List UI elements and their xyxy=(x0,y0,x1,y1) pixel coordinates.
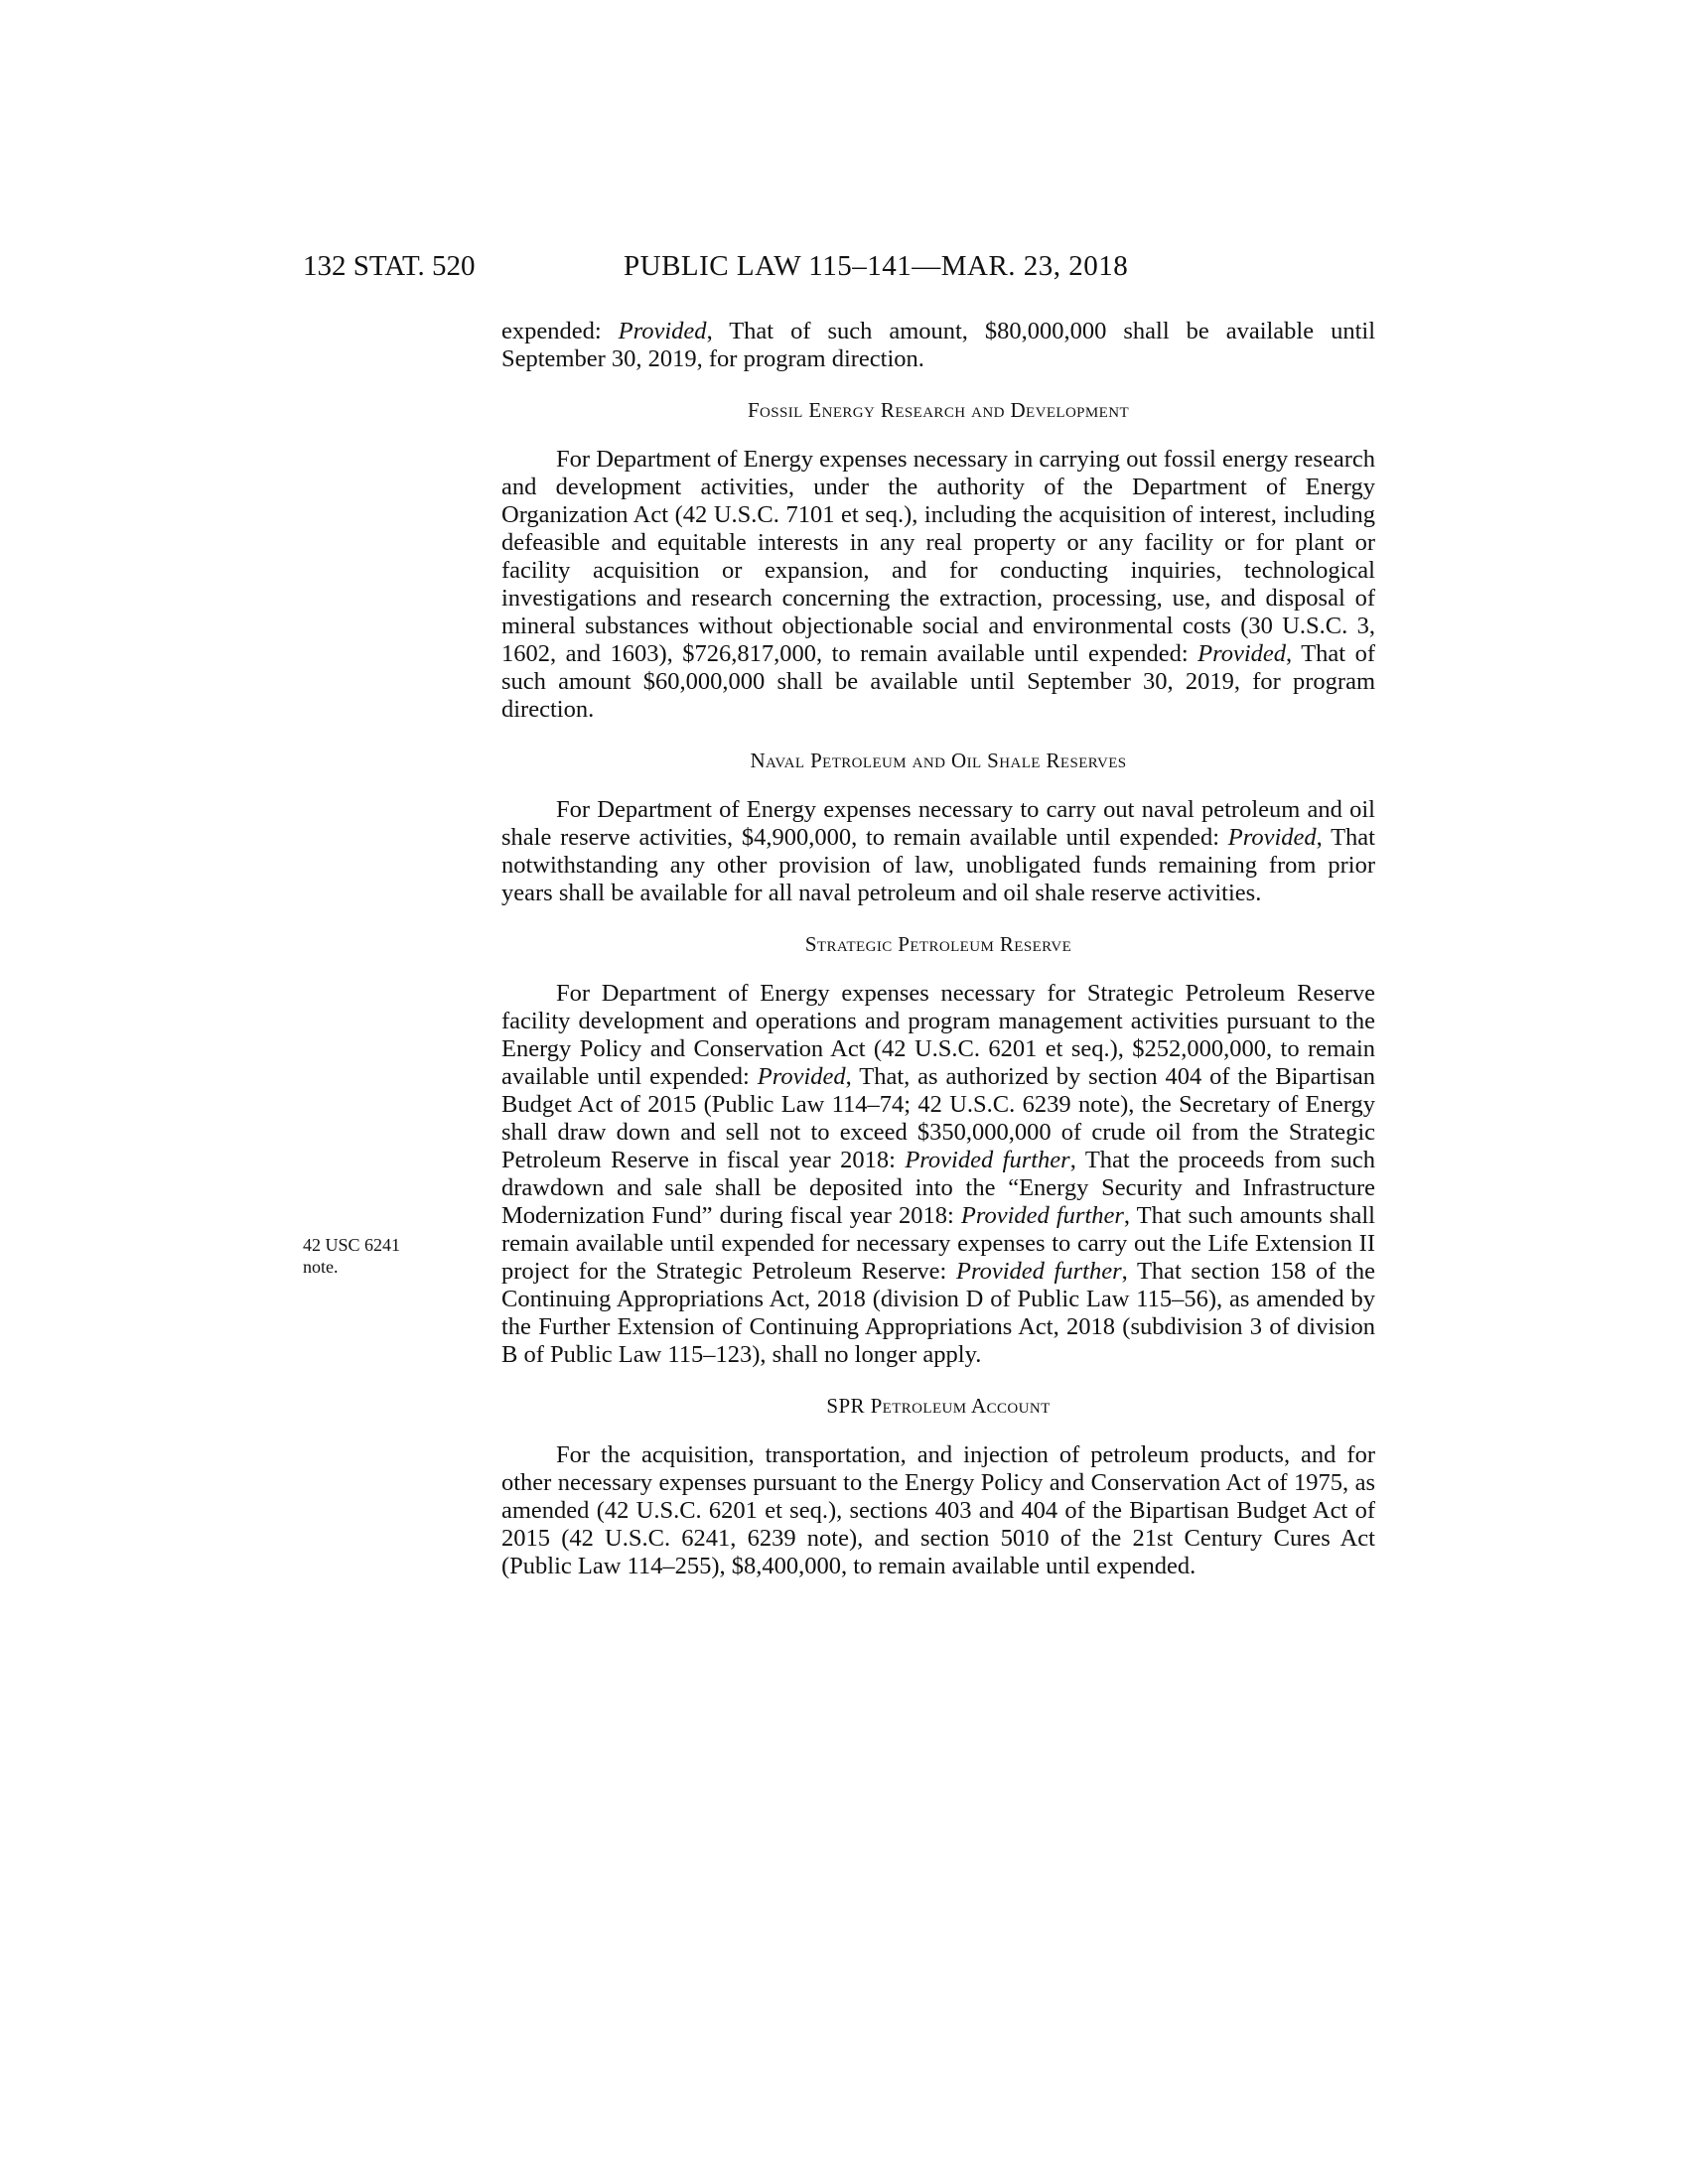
section-heading-strategic-petroleum-reserve: Strategic Petroleum Reserve xyxy=(804,932,1072,956)
page-header xyxy=(303,250,1380,290)
public-law-title: PUBLIC LAW 115–141—MAR. 23, 2018 xyxy=(624,250,1129,282)
margin-note xyxy=(303,1234,400,1278)
document-body xyxy=(501,318,1375,1580)
paragraph-naval-petroleum: For Department of Energy expenses necessary to carry out naval petroleum and oil shale reserve activities, $4,900,000, to remain available until expended: Provided, That notwithstanding any other provision of law, unobligated funds remaining from prior years shall be available for all naval petroleum and oil shale reserve activities. xyxy=(501,796,1375,906)
paragraph-continuation: expended: Provided, That of such amount, $80,000,000 shall be available until September 30, 2019, for program direction. xyxy=(501,318,1375,372)
margin-note-citation: 42 USC 6241 xyxy=(303,1235,401,1255)
paragraph-strategic-petroleum-reserve: For Department of Energy expenses necessary for Strategic Petroleum Reserve facility development and operations and program management activities pursuant to the Energy Policy and Conservation Act (42 U.S.C. 6201 et seq.), $252,000,000, to remain available until expended: Provided, That, as authorized by section 404 of the Bipartisan Budget Act of 2015 (Public Law 114–74; 42 U.S.C. 6239 note), the Secretary of Energy shall draw down and sell not to exceed $350,000,000 of crude oil from the Strategic Petroleum Reserve in fiscal year 2018: Provided further, That the proceeds from such drawdown and sale shall be deposited into the “Energy Security and Infrastructure Modernization Fund” during fiscal year 2018: Provided further, That such amounts shall remain available until expended for necessary expenses to carry out the Life Extension II project for the Strategic Petroleum Reserve: Provided further, That section 158 of the Continuing Appropriations Act, 2018 (division D of Public Law 115–56), as amended by the Further Extension of Continuing Appropriations Act, 2018 (subdivision 3 of division B of Public Law 115–123), shall no longer apply. xyxy=(501,980,1376,1368)
section-heading-fossil-energy: Fossil Energy Research and Development xyxy=(747,398,1130,422)
margin-note-label: note. xyxy=(303,1257,339,1277)
paragraph-spr-petroleum-account: For the acquisition, transportation, and injection of petroleum products, and for other necessary expenses pursuant to the Energy Policy and Conservation Act of 1975, as amended (42 U.S.C. 6201 et seq.), sections 403 and 404 of the Bipartisan Budget Act of 2015 (42 U.S.C. 6241, 6239 note), and section 5010 of the 21st Century Cures Act (Public Law 114–255), $8,400,000, to remain available until expended. xyxy=(501,1441,1375,1579)
section-heading-spr-petroleum-account: SPR Petroleum Account xyxy=(826,1394,1051,1418)
paragraph-fossil-energy: For Department of Energy expenses necessary in carrying out fossil energy research and development activities, under the authority of the Department of Energy Organization Act (42 U.S.C. 7101 et seq.), including the acquisition of interest, including defeasible and equitable interests in any real property or any facility or for plant or facility acquisition or expansion, and for conducting inquiries, technological investigations and research concerning the extraction, processing, use, and disposal of mineral substances without objectionable social and environmental costs (30 U.S.C. 3, 1602, and 1603), $726,817,000, to remain available until expended: Provided, That of such amount $60,000,000 shall be available until September 30, 2019, for program direction. xyxy=(501,446,1375,723)
stat-page-number: 132 STAT. 520 xyxy=(303,250,476,282)
section-heading-naval-petroleum: Naval Petroleum and Oil Shale Reserves xyxy=(750,749,1127,772)
